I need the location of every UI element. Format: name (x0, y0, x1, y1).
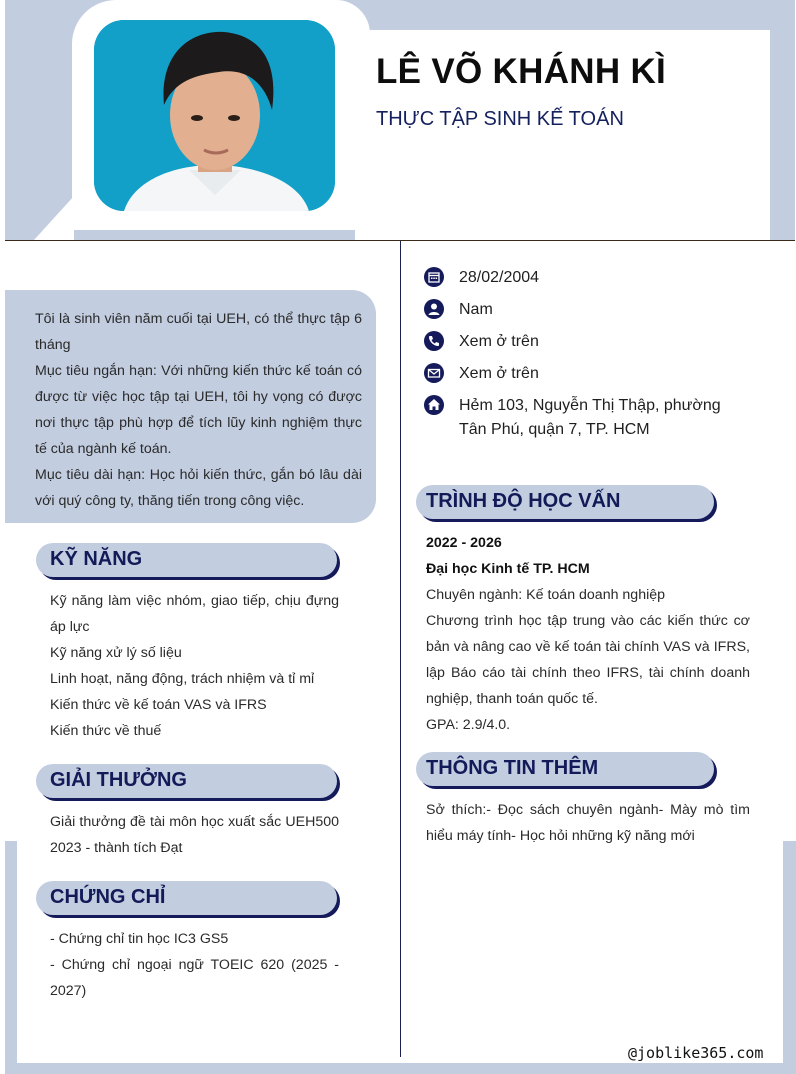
contact-phone (424, 330, 539, 354)
certificates-list (50, 926, 339, 1004)
frame-left (5, 841, 17, 1074)
list-item: - Chứng chỉ ngoại ngữ TOEIC 620 (2025 - 2027) (50, 957, 339, 999)
email-text: Xem ở trên (459, 365, 539, 382)
phone-text: Xem ở trên (459, 333, 539, 350)
list-item: Kiến thức về kế toán VAS và IFRS (50, 697, 267, 713)
column-divider (400, 241, 401, 1057)
education-gpa: GPA: 2.9/4.0. (426, 717, 511, 733)
education-heading: TRÌNH ĐỘ HỌC VẤN (416, 485, 714, 519)
list-item: Giải thưởng đề tài môn học xuất sắc UEH500 2023 - thành tích Đạt (50, 814, 339, 856)
list-item: Linh hoạt, năng động, trách nhiệm và tỉ mỉ (50, 671, 315, 687)
certificates-heading: CHỨNG CHỈ (36, 881, 337, 915)
education-major: Chuyên ngành: Kế toán doanh nghiệp (426, 587, 666, 603)
user-icon (424, 299, 444, 319)
profile-photo (94, 20, 335, 211)
job-title: THỰC TẬP SINH KẾ TOÁN (376, 108, 624, 130)
education-description: Chương trình học tập trung vào các kiến thức cơ bản và nâng cao về kế toán tài chính VAS và IFRS, lập Báo cáo tài chính theo IFRS, tài chính doanh nghiệp, thanh toán quốc tế. (426, 613, 750, 707)
about-line: Mục tiêu ngắn hạn: Với những kiến thức kế toán có được từ việc học tập tại UEH, tôi hy vọng có được nơi thực tập phù hợp để tích lũy kinh nghiệm thực tế của ngành kế toán. (35, 363, 362, 457)
contact-dob (424, 266, 539, 290)
about-box (5, 290, 376, 523)
awards-list (50, 809, 339, 861)
home-icon (424, 395, 444, 415)
phone-icon (424, 331, 444, 351)
footer-watermark: @joblike365.com (628, 1044, 764, 1062)
skills-heading: KỸ NĂNG (36, 543, 337, 577)
frame-right (783, 841, 796, 1074)
extra-text: Sở thích:- Đọc sách chuyên ngành- Mày mò tìm hiểu máy tính- Học hỏi những kỹ năng mới (426, 802, 750, 844)
frame-bottom (5, 1063, 796, 1074)
skills-list (50, 588, 339, 744)
list-item: Kiến thức về thuế (50, 723, 162, 739)
contact-email (424, 362, 539, 386)
dob-text: 28/02/2004 (459, 269, 540, 286)
envelope-icon (424, 363, 444, 383)
list-item: - Chứng chỉ tin học IC3 GS5 (50, 931, 229, 947)
awards-heading: GIẢI THƯỞNG (36, 764, 337, 798)
photo-card-notch (34, 196, 74, 240)
list-item: Kỹ năng xử lý số liệu (50, 645, 182, 661)
about-line: Tôi là sinh viên năm cuối tại UEH, có thể thực tập 6 tháng (35, 311, 362, 353)
list-item: Kỹ năng làm việc nhóm, giao tiếp, chịu đựng áp lực (50, 593, 339, 635)
education-school: Đại học Kinh tế TP. HCM (426, 561, 590, 577)
extra-heading: THÔNG TIN THÊM (416, 752, 714, 786)
contact-address (424, 394, 749, 442)
gender-text: Nam (459, 301, 493, 318)
address-text: Hẻm 103, Nguyễn Thị Thập, phường Tân Phú, quận 7, TP. HCM (459, 397, 721, 438)
calendar-icon (424, 267, 444, 287)
candidate-name: LÊ VÕ KHÁNH KÌ (376, 52, 667, 91)
education-period: 2022 - 2026 (426, 535, 502, 551)
contact-gender (424, 298, 493, 322)
education-entry (426, 530, 750, 738)
about-line: Mục tiêu dài hạn: Học hỏi kiến thức, gắn bó lâu dài với quý công ty, thăng tiến trong công việc. (35, 467, 362, 509)
